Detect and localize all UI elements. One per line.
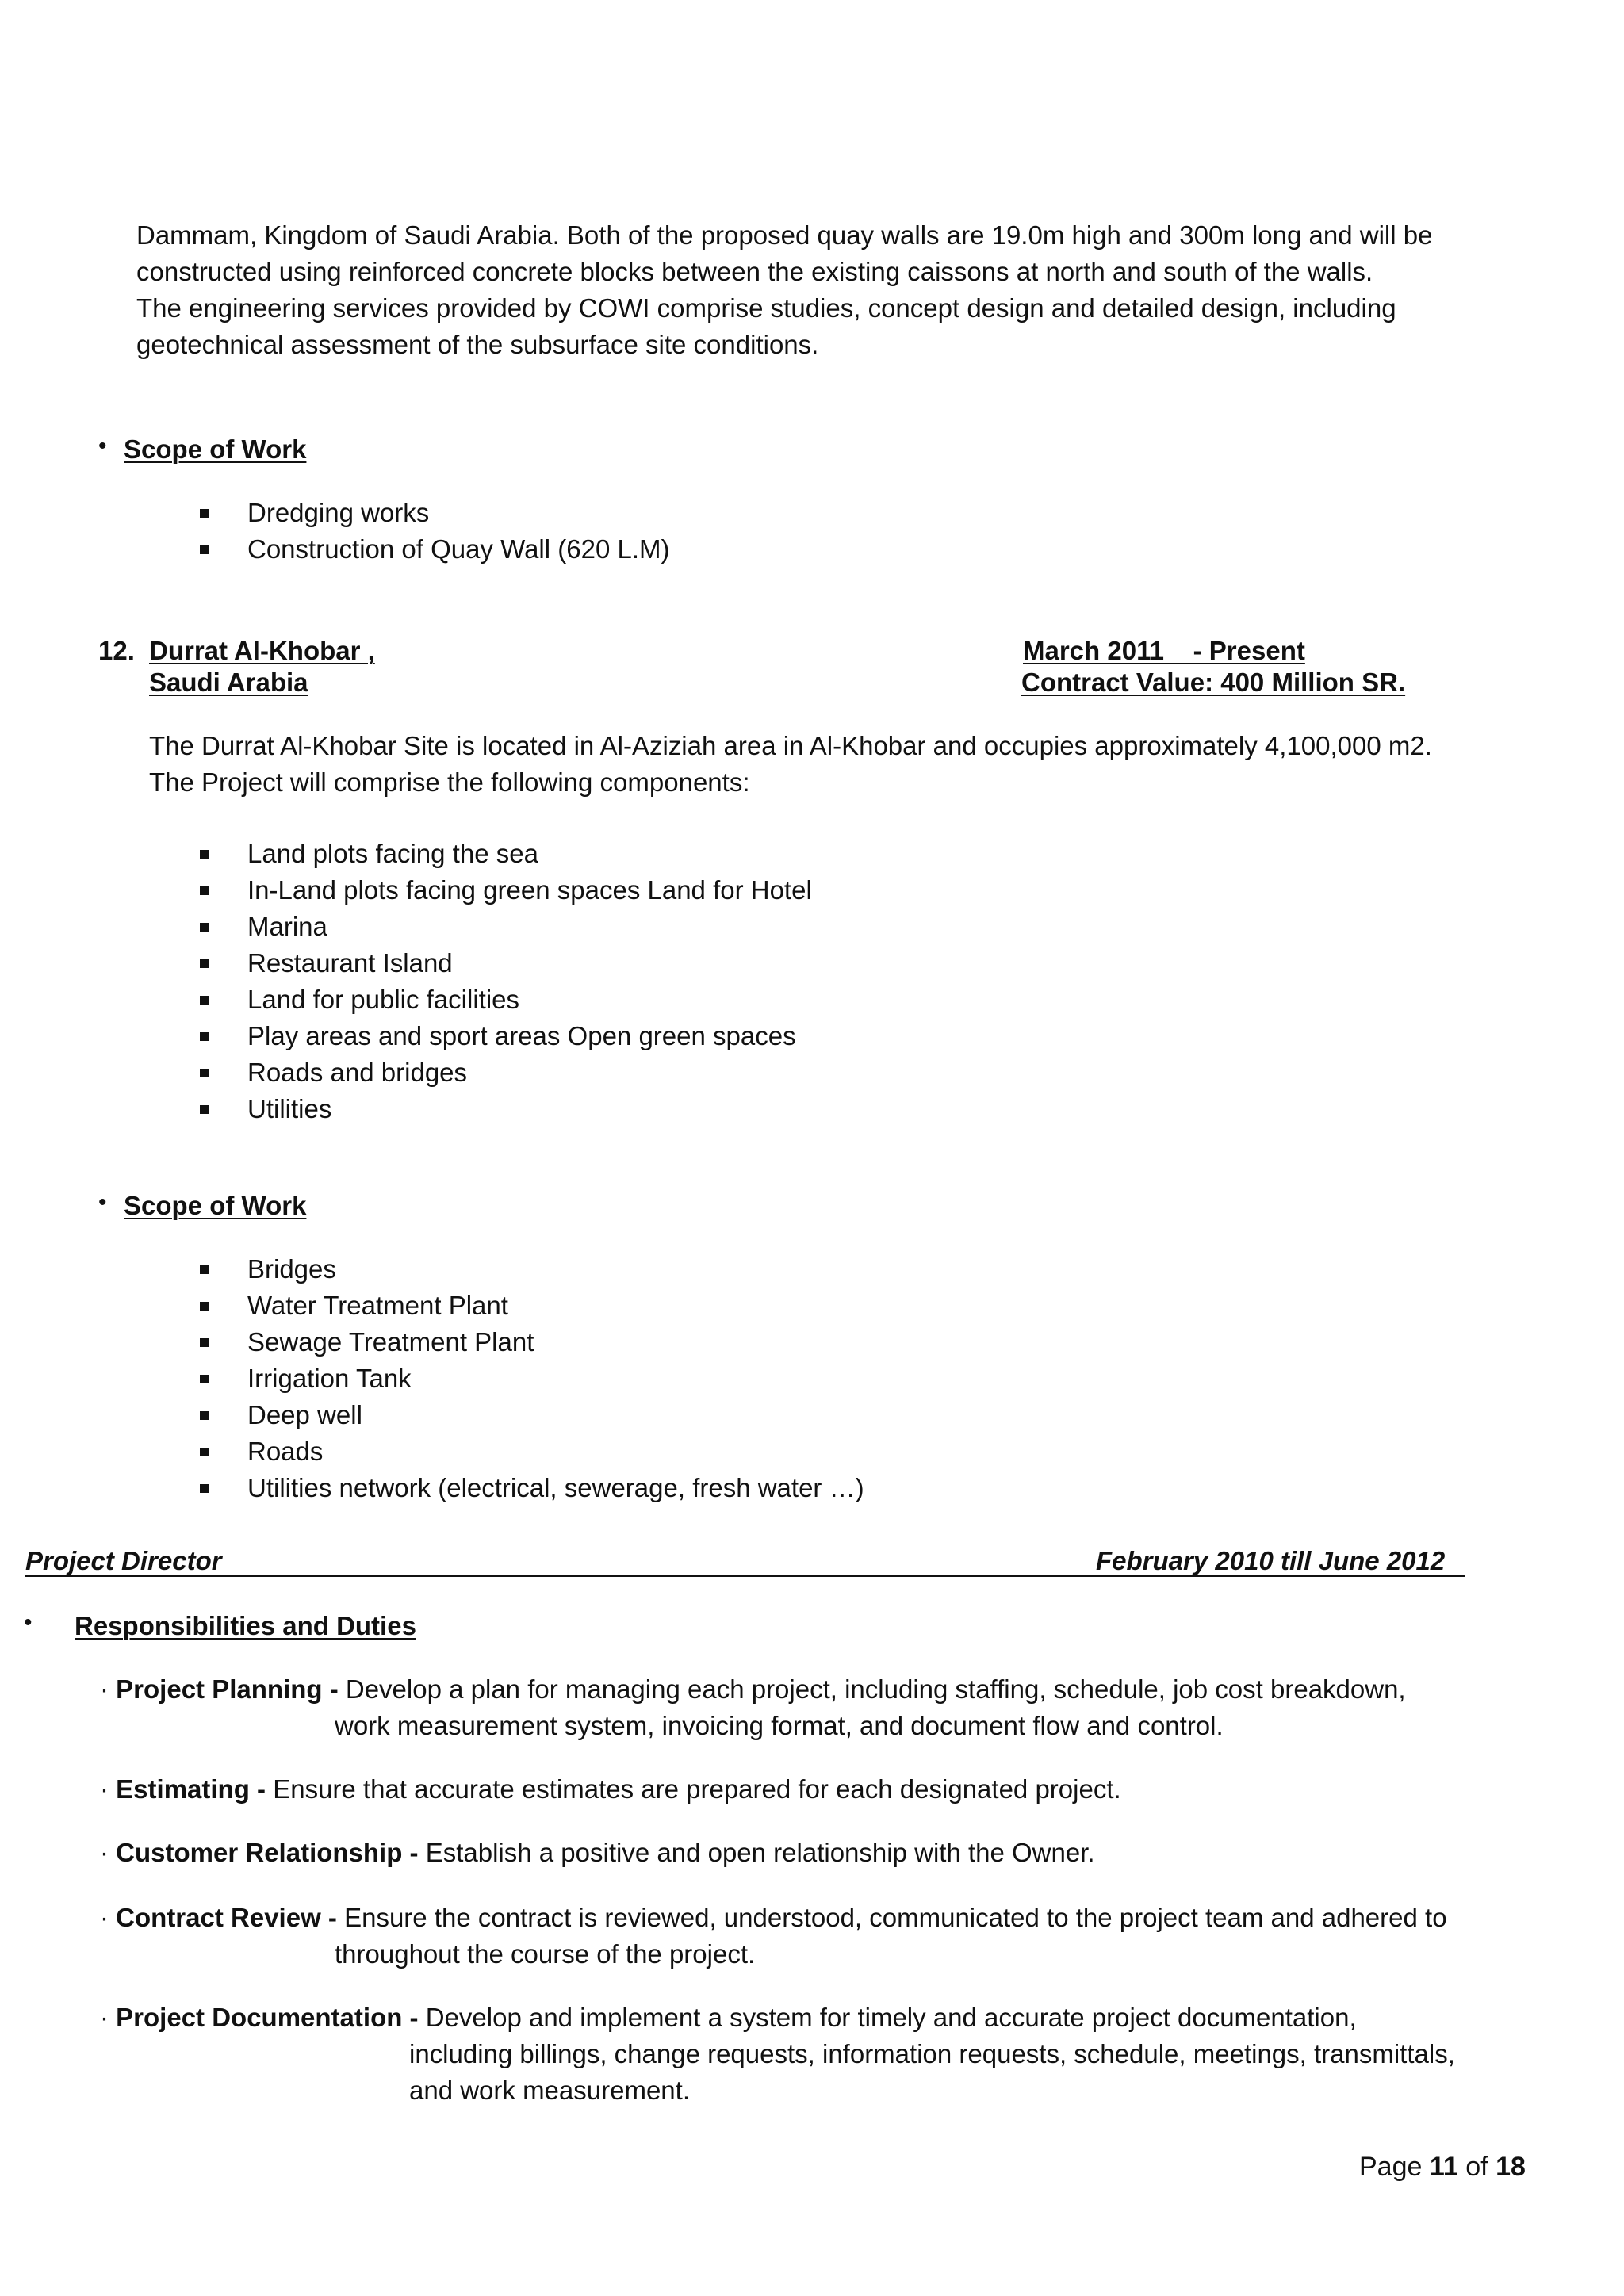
square-bullet-icon <box>200 850 209 859</box>
duty-item <box>100 1771 1121 1808</box>
list-item: Sewage Treatment Plant <box>247 1327 534 1357</box>
duty-term: Contract Review <box>116 1903 321 1932</box>
list-item: Construction of Quay Wall (620 L.M) <box>247 534 670 564</box>
square-bullet-icon <box>200 1338 209 1347</box>
bullet-dot-icon: • <box>98 1189 107 1215</box>
duty-separator: - <box>402 1838 426 1867</box>
square-bullet-icon <box>200 545 209 554</box>
duty-text: Develop a plan for managing each project, including staffing, schedule, job cost breakdown, <box>345 1674 1406 1704</box>
intro-line: Dammam, Kingdom of Saudi Arabia. Both of the proposed quay walls are 19.0m high and 300m long and will be <box>136 220 1433 250</box>
list-item: Roads and bridges <box>247 1058 468 1087</box>
current-page: 11 <box>1429 2152 1458 2182</box>
list-item: Deep well <box>247 1400 362 1429</box>
square-bullet-icon <box>200 959 209 968</box>
square-bullet-icon <box>200 1105 209 1114</box>
square-bullet-icon <box>200 1411 209 1420</box>
square-bullet-icon <box>200 509 209 518</box>
list-item: Irrigation Tank <box>247 1364 412 1393</box>
intro-line: geotechnical assessment of the subsurface site conditions. <box>136 330 819 359</box>
duty-separator: - <box>322 1674 346 1704</box>
of-label: of <box>1465 2152 1488 2182</box>
description-line: The Project will comprise the following components: <box>149 767 750 797</box>
project-name: Durrat Al-Khobar , <box>149 636 375 665</box>
square-bullet-icon <box>200 1448 209 1456</box>
list-item: Play areas and sport areas Open green spaces <box>247 1021 796 1050</box>
list-item: Dredging works <box>247 498 430 527</box>
duty-term: Estimating <box>116 1774 250 1804</box>
duty-item <box>100 1835 1095 1871</box>
duty-text: Ensure that accurate estimates are prepared for each designated project. <box>273 1774 1121 1804</box>
list-item: Bridges <box>247 1254 336 1284</box>
square-bullet-icon <box>200 1375 209 1383</box>
square-bullet-icon <box>200 886 209 895</box>
duty-text: Ensure the contract is reviewed, understood, communicated to the project team and adhered to <box>344 1903 1447 1932</box>
section-heading: Responsibilities and Duties <box>75 1611 416 1640</box>
list-item: Land plots facing the sea <box>247 839 538 868</box>
square-bullet-icon <box>200 1302 209 1311</box>
square-bullet-icon <box>200 1484 209 1493</box>
role-underline <box>25 1575 1465 1577</box>
duty-item <box>100 1999 1357 2036</box>
duty-text-continued: and work measurement. <box>409 2076 690 2105</box>
middle-dot-icon: · <box>100 1674 109 1704</box>
square-bullet-icon <box>200 1069 209 1077</box>
duty-text-continued: including billings, change requests, information requests, schedule, meetings, transmittals, <box>409 2039 1455 2068</box>
bullet-dot-icon: • <box>24 1609 33 1636</box>
middle-dot-icon: · <box>100 1774 109 1804</box>
square-bullet-icon <box>200 923 209 932</box>
project-dates: March 2011 - Present <box>1023 636 1305 665</box>
list-item: Land for public facilities <box>247 985 520 1014</box>
list-item: In-Land plots facing green spaces Land for Hotel <box>247 875 812 905</box>
duty-text: Establish a positive and open relationship with the Owner. <box>425 1838 1095 1867</box>
total-pages: 18 <box>1496 2152 1526 2182</box>
square-bullet-icon <box>200 1265 209 1274</box>
square-bullet-icon <box>200 996 209 1004</box>
contract-value: Contract Value: 400 Million SR. <box>1021 668 1406 697</box>
list-item: Restaurant Island <box>247 948 453 978</box>
intro-line: The engineering services provided by COWI comprise studies, concept design and detailed design, including <box>136 293 1396 323</box>
duty-text-continued: throughout the course of the project. <box>335 1939 756 1969</box>
intro-line: constructed using reinforced concrete blocks between the existing caissons at north and south of the walls. <box>136 257 1373 286</box>
bullet-dot-icon: • <box>98 433 107 459</box>
list-item: Water Treatment Plant <box>247 1291 508 1320</box>
middle-dot-icon: · <box>100 1838 109 1867</box>
section-heading: Scope of Work <box>124 1191 307 1220</box>
section-heading: Scope of Work <box>124 434 307 464</box>
page-number <box>1359 2152 1526 2183</box>
duty-term: Project Documentation <box>116 2003 403 2032</box>
list-item: Marina <box>247 912 327 941</box>
duty-separator: - <box>320 1903 345 1932</box>
duty-text: Develop and implement a system for timely and accurate project documentation, <box>425 2003 1357 2032</box>
duty-term: Project Planning <box>116 1674 323 1704</box>
square-bullet-icon <box>200 1032 209 1041</box>
description-line: The Durrat Al-Khobar Site is located in Al-Aziziah area in Al-Khobar and occupies approximately 4,100,000 m2. <box>149 731 1432 760</box>
duty-separator: - <box>249 1774 274 1804</box>
duty-item <box>100 1900 1447 1936</box>
role-title: Project Director <box>25 1546 222 1575</box>
list-item: Utilities <box>247 1094 332 1123</box>
duty-text-continued: work measurement system, invoicing format, and document flow and control. <box>335 1711 1224 1740</box>
project-number: 12. <box>98 636 135 665</box>
list-item: Roads <box>247 1437 324 1466</box>
list-item: Utilities network (electrical, sewerage, fresh water …) <box>247 1473 864 1502</box>
duty-term: Customer Relationship <box>116 1838 403 1867</box>
page-label: Page <box>1359 2152 1423 2182</box>
duty-separator: - <box>402 2003 426 2032</box>
duty-item <box>100 1671 1406 1708</box>
middle-dot-icon: · <box>100 1903 109 1932</box>
project-location: Saudi Arabia <box>149 668 308 697</box>
role-period: February 2010 till June 2012 <box>1096 1546 1446 1575</box>
middle-dot-icon: · <box>100 2003 109 2032</box>
